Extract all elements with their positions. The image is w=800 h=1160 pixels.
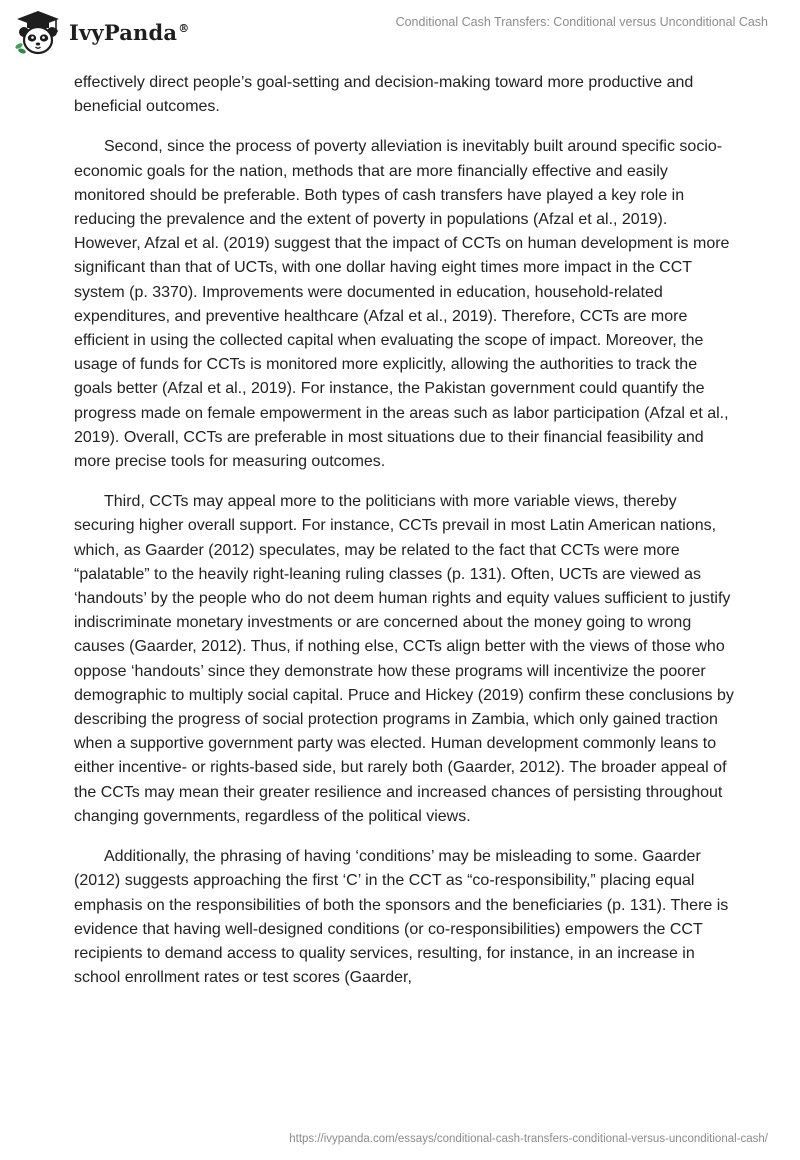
source-url-link[interactable]: https://ivypanda.com/essays/conditional-cash-transfers-conditional-versus-unconditional-cash/ [289,1133,768,1145]
logo-wordmark [69,19,190,45]
paragraph: Third, CCTs may appeal more to the politicians with more variable views, thereby securing higher overall support. For instance, CCTs prevail in most Latin American nations, which, as Gaarder (2012) speculates, may be related to the fact that CCTs were more “palatable” to the heavily right-leaning ruling classes (p. 131). Often, UCTs are viewed as ‘handouts’ by the people who do not deem human rights and equity values sufficient to justify indiscriminate monetary investments or are concerned about the money going to wrong causes (Gaarder, 2012). Thus, if nothing else, CCTs align better with the views of those who oppose ‘handouts’ since they demonstrate how these programs will incentivize the poorer demographic to multiply social capital. Pruce and Hickey (2019) confirm these conclusions by describing the progress of social protection programs in Zambia, which only gained traction when a supportive government party was elected. Human development commonly leans to either incentive- or rights-based side, but rarely both (Gaarder, 2012). The broader appeal of the CCTs may mean their greater resilience and increased chances of persisting throughout changing governments, regardless of the political views. [74,493,734,825]
ivypanda-logo[interactable] [14,6,189,58]
paragraph: Additionally, the phrasing of having ‘conditions’ may be misleading to some. Gaarder (2012) suggests approaching the first ‘C’ in the CCT as “co-responsibility,” placing equal emphasis on the responsibilities of both the sponsors and the beneficiaries (p. 131). There is evidence that having well-designed conditions (or co-responsibilities) empowers the CCT recipients to demand access to quality services, resulting, for instance, in an increase in school enrollment rates or test scores (Gaarder, [74,848,729,987]
panda-graduate-icon [14,8,62,56]
page-header [0,0,800,62]
paragraph: Second, since the process of poverty alleviation is inevitably built around specific socio-economic goals for the nation, methods that are more financially effective and easily monitored should be preferable. Both types of cash transfers have played a key role in reducing the prevalence and the extent of poverty in populations (Afzal et al., 2019). However, Afzal et al. (2019) suggest that the impact of CCTs on human development is more significant than that of UCTs, with one dollar having eight times more impact in the CCT system (p. 3370). Improvements were documented in education, household-related expenditures, and preventive healthcare (Afzal et al., 2019). Therefore, CCTs are more efficient in using the collected capital when evaluating the scope of impact. Moreover, the usage of funds for CCTs is monitored more explicitly, allowing the authorities to track the goals better (Afzal et al., 2019). For instance, the Pakistan government could quantify the progress made on female empowerment in the areas such as labor participation (Afzal et al., 2019). Overall, CCTs are preferable in most situations due to their financial feasibility and more precise tools for measuring outcomes. [74,138,730,471]
paragraph: effectively direct people’s goal-setting and decision-making toward more productive and beneficial outcomes. [74,74,694,116]
essay-body [74,71,734,1006]
document-title: Conditional Cash Transfers: Conditional versus Unconditional Cash [395,15,768,29]
logo-text: IvyPanda [69,19,178,45]
registered-mark: ® [178,21,190,35]
